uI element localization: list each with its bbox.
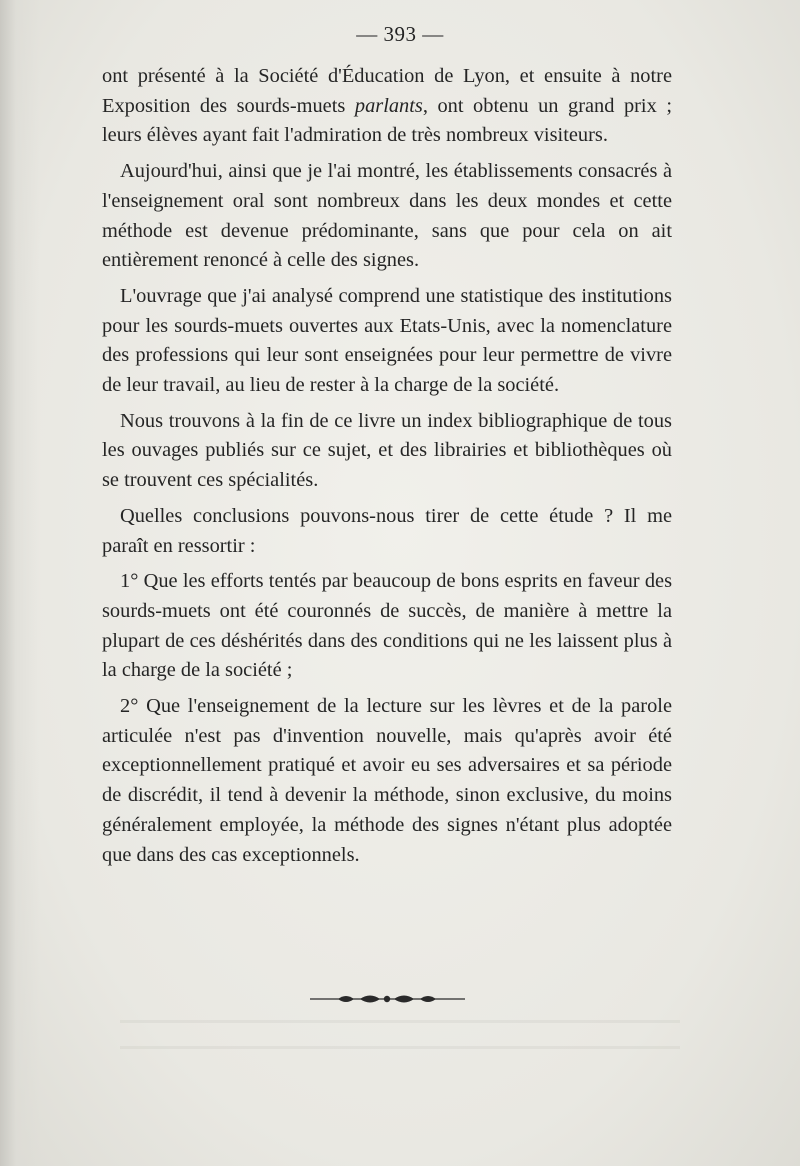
gutter-shadow (0, 0, 40, 1166)
paragraph-4: Nous trouvons à la fin de ce livre un index bibliographique de tous les ouvages publiés sur ce sujet, et des librairies et bibliothèques où se trouvent ces spécialités. (102, 409, 672, 492)
paragraph-1-text-b: , ont obtenu un grand prix ; leurs élèves ayant fait l'admiration de très nombreux visiteurs. (102, 94, 672, 147)
paragraph-2: Aujourd'hui, ainsi que je l'ai montré, les établissements consacrés à l'enseignement oral sont nombreux dans les deux mondes et cette méthode est devenue prédominante, sans que pour cela on ait entièrement renoncé à celle des signes. (102, 160, 672, 272)
paragraph-5: Quelles conclusions pouvons-nous tirer de cette étude ? Il me paraît en ressortir : (102, 504, 672, 557)
italic-word: parlants (354, 94, 423, 117)
paragraph-1-text-a: ont présenté à la Société d'Éducation de Lyon, et ensuite à notre Exposition des sourds-muets (102, 65, 672, 117)
paragraph-1 (102, 62, 672, 151)
show-through (120, 1020, 680, 1023)
paragraph-3: L'ouvrage que j'ai analysé comprend une statistique des institutions pour les sourds-muets ouvertes aux Etats-Unis, avec la nomenclature des professions qui leur sont enseignées pour leur permettre de vivre de leur travail, au lieu de rester à la charge de la société. (102, 284, 672, 397)
paragraph-7: 2° Que l'enseignement de la lecture sur les lèvres et de la parole articulée n'est pas d'invention nouvelle, mais qu'après avoir été exceptionnellement pratiqué et avoir eu ses adversaires et sa période de discrédit, il tend à devenir la méthode, sinon exclusive, du moins généralement employée, la méthode des signes n'étant plus adoptée que dans des cas exceptionnels. (102, 695, 672, 866)
body-text (102, 62, 672, 876)
show-through (120, 1046, 680, 1049)
fleuron-divider-icon (310, 990, 465, 1008)
paragraph-6: 1° Que les efforts tentés par beaucoup de bons esprits en faveur des sourds-muets ont été couronnés de succès, de manière à mettre la plupart de ces déshérités dans des conditions qui ne les laissent plus à la charge de la société ; (102, 570, 672, 682)
page-number: — 393 — (356, 22, 444, 46)
